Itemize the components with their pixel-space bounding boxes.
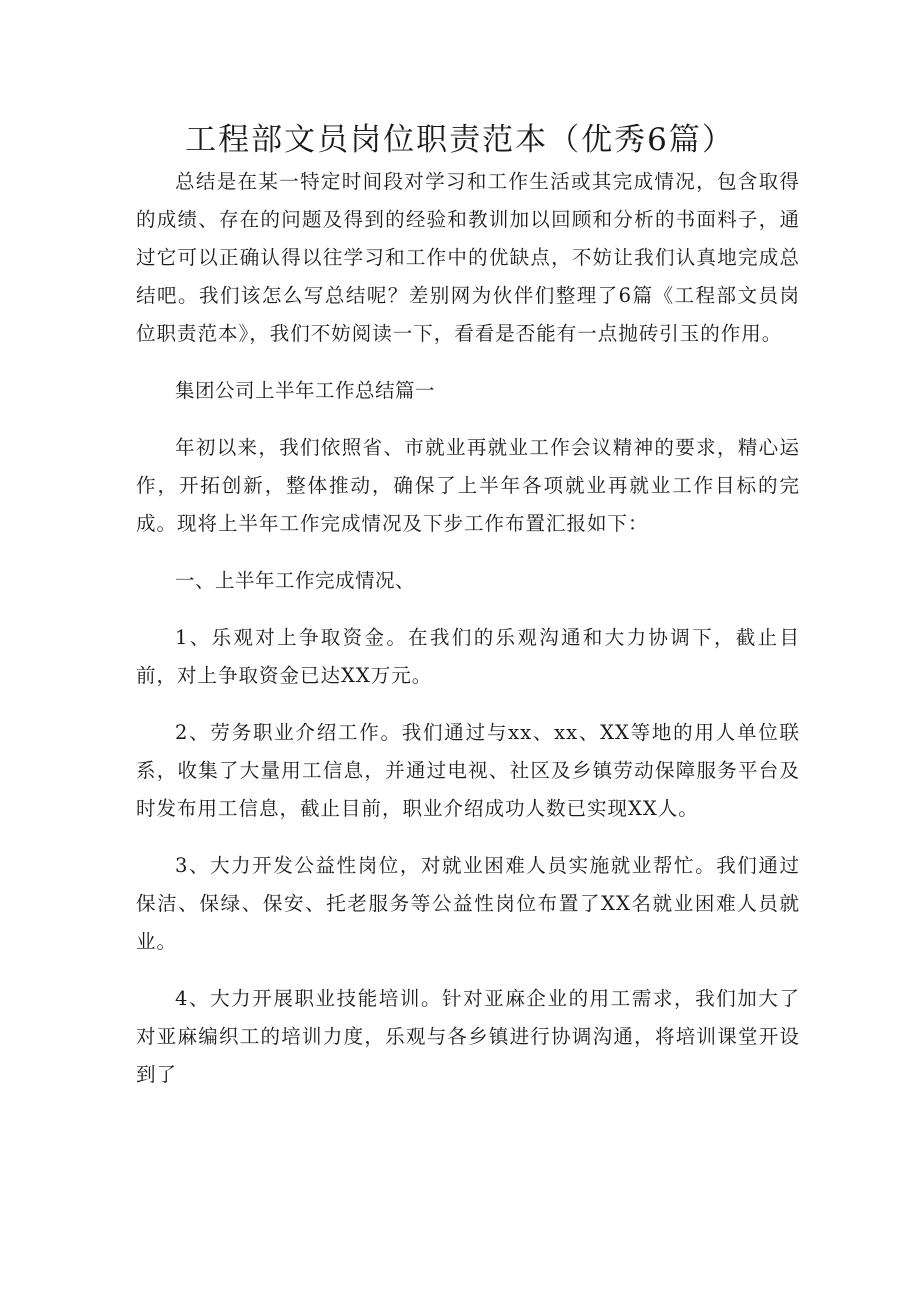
document-title: 工程部文员岗位职责范本（优秀6篇）	[185, 122, 735, 158]
document-body	[136, 163, 800, 1113]
body-paragraph: 年初以来，我们依照省、市就业再就业工作会议精神的要求，精心运作，开拓创新，整体推动，确保了上半年各项就业再就业工作目标的完成。现将上半年工作完成情况及下步工作布置汇报如下：	[136, 436, 800, 535]
intro-paragraph: 总结是在某一特定时间段对学习和工作生活或其完成情况，包含取得的成绩、存在的问题及得到的经验和教训加以回顾和分析的书面料子，通过它可以正确认得以往学习和工作中的优缺点，不妨让我们认真地完成总结吧。我们该怎么写总结呢？差别网为伙伴们整理了6篇《工程部文员岗位职责范本》，我们不妨阅读一下，看看是否能有一点抛砖引玉的作用。	[136, 170, 800, 345]
list-item-paragraph: 1、乐观对上争取资金。在我们的乐观沟通和大力协调下，截止目前，对上争取资金已达XX万元。	[136, 626, 800, 687]
list-item-paragraph: 2、劳务职业介绍工作。我们通过与xx、xx、XX等地的用人单位联系，收集了大量用工信息，并通过电视、社区及乡镇劳动保障服务平台及时发布用工信息，截止目前，职业介绍成功人数已实现XX人。	[136, 721, 800, 820]
list-item-paragraph: 3、大力开发公益性岗位，对就业困难人员实施就业帮忙。我们通过保洁、保绿、保安、托老服务等公益性岗位布置了XX名就业困难人员就业。	[136, 854, 800, 953]
subsection-heading: 一、上半年工作完成情况、	[175, 569, 416, 592]
list-item-paragraph: 4、大力开展职业技能培训。针对亚麻企业的用工需求，我们加大了对亚麻编织工的培训力度，乐观与各乡镇进行协调沟通，将培训课堂开设到了	[136, 987, 800, 1086]
section-heading: 集团公司上半年工作总结篇一	[175, 379, 436, 402]
